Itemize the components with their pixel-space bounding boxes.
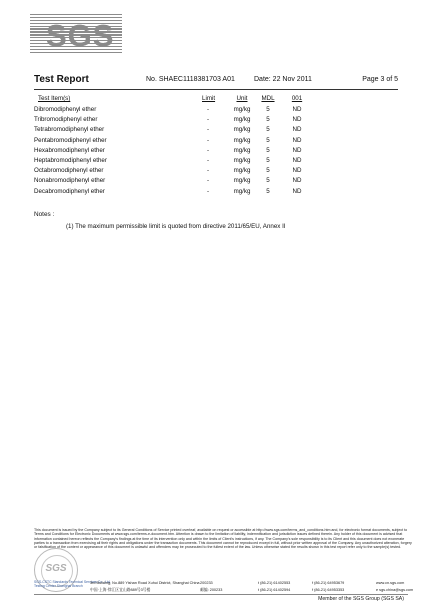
- mdl-value: 5: [266, 177, 270, 185]
- test-item: Pentabromodiphenyl ether: [34, 136, 107, 144]
- unit-value: mg/kg: [233, 136, 251, 144]
- test-item: Hexabromodiphenyl ether: [34, 146, 105, 154]
- header-divider: [34, 89, 398, 90]
- result-value: ND: [292, 156, 302, 164]
- column-header-mdl: MDL: [261, 95, 275, 102]
- unit-value: mg/kg: [233, 187, 251, 195]
- page-number: Page 3 of 5: [362, 76, 398, 83]
- table-row: [34, 166, 398, 176]
- result-value: ND: [292, 146, 302, 154]
- telephone-2: t (86-21) 61402594: [258, 588, 291, 592]
- table-row: [34, 156, 398, 166]
- email-link[interactable]: e sgs.china@sgs.com: [376, 588, 414, 592]
- result-value: ND: [292, 177, 302, 185]
- column-header-test-items: Test Item(s): [38, 95, 71, 102]
- result-value: ND: [292, 187, 302, 195]
- zip-chinese: 邮编: 200233: [200, 588, 223, 592]
- fax-2: f (86-21) 64953353: [312, 588, 345, 592]
- mdl-value: 5: [266, 146, 270, 154]
- mdl-value: 5: [266, 106, 270, 113]
- mdl-value: 5: [266, 167, 270, 175]
- unit-value: mg/kg: [233, 156, 251, 164]
- results-table: [34, 94, 398, 197]
- table-row: [34, 187, 398, 197]
- report-date: Date: 22 Nov 2011: [254, 76, 312, 83]
- table-row: [34, 115, 398, 125]
- page-title: Test Report: [34, 74, 89, 85]
- test-item: Dibromodiphenyl ether: [34, 106, 97, 113]
- limit-value: -: [206, 116, 210, 124]
- unit-value: mg/kg: [233, 177, 251, 185]
- result-value: ND: [292, 167, 302, 175]
- test-item: Tetrabromodiphenyl ether: [34, 126, 105, 134]
- table-row: [34, 146, 398, 156]
- limit-value: -: [206, 156, 210, 164]
- table-row: [34, 176, 398, 186]
- mdl-value: 5: [266, 116, 270, 124]
- note-item: (1) The maximum permissible limit is quoted from directive 2011/65/EU, Annex II: [66, 223, 286, 230]
- unit-value: mg/kg: [233, 126, 251, 134]
- limit-value: -: [206, 136, 210, 144]
- stamp-text: SGS: [45, 563, 67, 574]
- result-value: ND: [292, 126, 302, 134]
- limit-value: -: [206, 146, 210, 154]
- mdl-value: 5: [266, 126, 270, 134]
- limit-value: -: [206, 126, 210, 134]
- limit-value: -: [206, 106, 210, 113]
- mdl-value: 5: [266, 187, 270, 195]
- test-item: Decabromodiphenyl ether: [34, 187, 105, 195]
- unit-value: mg/kg: [233, 146, 251, 154]
- limit-value: -: [206, 167, 210, 175]
- test-item: Tribromodiphenyl ether: [34, 116, 98, 124]
- address-english: 3rd Building, No.889 Yishan Road Xuhui District, Shanghai China: [90, 581, 200, 585]
- footer-disclaimer: This document is issued by the Company subject to its General Conditions of Service printed overleaf, available on request or accessible at http://www.sgs.com/terms_and_conditions.htm and, for electronic format documents, subject to Terms and Conditions for Electronic Documents at www.sgs.com/terms-e-document.htm. Attention is drawn to the limitation of liability, indemnification and jurisdiction issues defined therein. Any holder of this document is advised that information contained hereon reflects the Company's findings at the time of its intervention only and within the limits of Client's instructions, if any. The Company's sole responsibility is to its Client and this document does not exonerate parties to a transaction from exercising all their rights and obligations under the transaction documents. This document cannot be reproduced except in full, without prior written approval of the Company. Any unauthorized alteration, forgery or falsification of the content or appearance of this document is unlawful and offenders may be prosecuted to the fullest extent of the law. Unless otherwise stated the results shown in this test report refer only to the sample(s) tested.: [34, 528, 412, 550]
- notes-label: Notes :: [34, 211, 55, 218]
- sgs-logo: [30, 14, 122, 56]
- table-row: [34, 125, 398, 135]
- mdl-value: 5: [266, 136, 270, 144]
- website-link[interactable]: www.cn.sgs.com: [376, 581, 405, 585]
- column-header-sample-001: 001: [291, 95, 303, 102]
- logo-text: SGS: [46, 18, 115, 53]
- unit-value: mg/kg: [233, 167, 251, 175]
- footer-divider: [34, 594, 408, 595]
- unit-value: mg/kg: [233, 116, 251, 124]
- telephone-1: t (86-21) 61402553: [258, 581, 291, 585]
- test-item: Heptabromodiphenyl ether: [34, 156, 107, 164]
- company-name: SGS-CSTC Standards Technical Services Co., Ltd. Testing Center Shanghai Branch: [34, 580, 111, 589]
- address-chinese: 中国·上海·徐汇区宜山路889号3号楼: [90, 588, 151, 592]
- result-value: ND: [292, 136, 302, 144]
- fax-1: f (86-21) 64953679: [312, 581, 345, 585]
- report-number: No. SHAEC1118381703 A01: [146, 76, 235, 83]
- member-line: Member of the SGS Group (SGS SA): [318, 596, 404, 602]
- test-item: Nonabromodiphenyl ether: [34, 177, 106, 185]
- column-header-unit: Unit: [236, 95, 248, 102]
- zip-english: 200233: [200, 581, 213, 585]
- result-value: ND: [292, 106, 302, 113]
- limit-value: -: [206, 177, 210, 185]
- table-row: [34, 136, 398, 146]
- report-header: [34, 74, 398, 88]
- unit-value: mg/kg: [233, 106, 251, 113]
- column-header-limit: Limit: [202, 95, 216, 102]
- limit-value: -: [206, 187, 210, 195]
- table-header-row: [34, 94, 398, 105]
- mdl-value: 5: [266, 156, 270, 164]
- test-item: Octabromodiphenyl ether: [34, 167, 104, 175]
- result-value: ND: [292, 116, 302, 124]
- table-row: [34, 105, 398, 115]
